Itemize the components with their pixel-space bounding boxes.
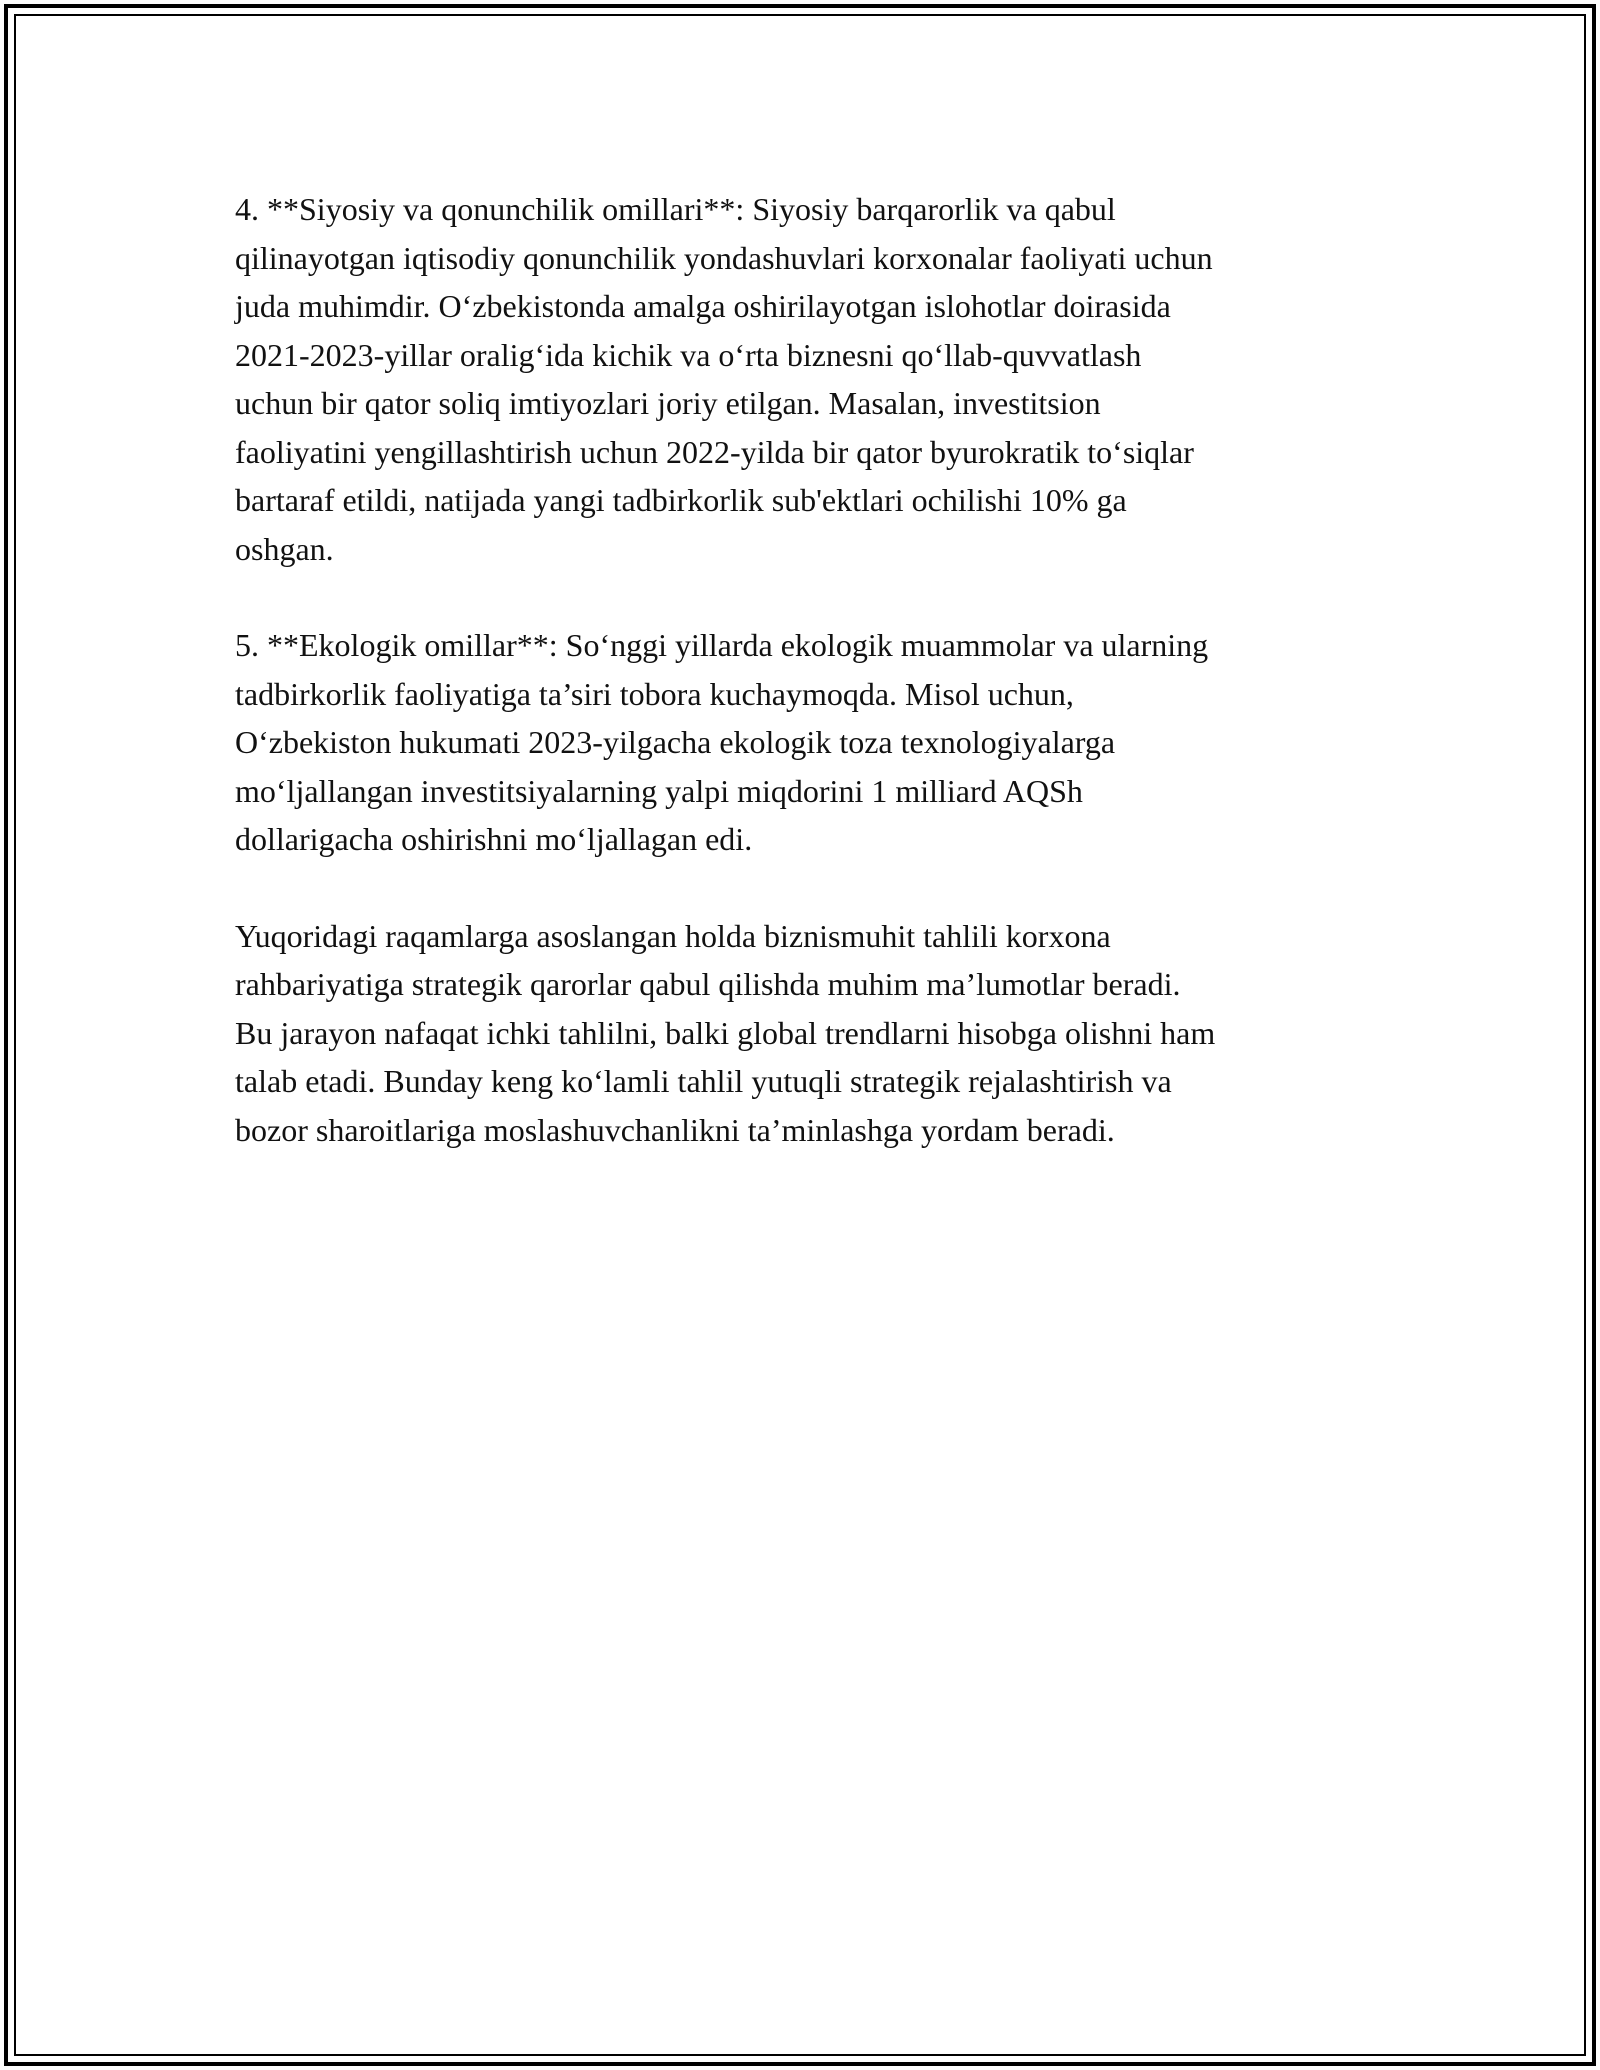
paragraph-conclusion [235,912,1375,1155]
text-line: 4. **Siyosiy va qonunchilik omillari**: Siyosiy barqarorlik va qabul [235,191,1116,227]
paragraph-ecological-factors [235,621,1375,864]
text-line: uchun bir qator soliq imtiyozlari joriy etilgan. Masalan, investitsion [235,385,1101,421]
text-line: faoliyatini yengillashtirish uchun 2022-yilda bir qator byurokratik to‘siqlar [235,433,1194,470]
text-line: Yuqoridagi raqamlarga asoslangan holda biznismuhit tahlili korxona [235,917,1111,954]
text-line: bozor sharoitlariga moslashuvchanlikni ta’minlashga yordam beradi. [235,1111,1115,1148]
text-line: talab etadi. Bunday keng ko‘lamli tahlil yutuqli strategik rejalashtirish va [235,1063,1172,1099]
text-line: rahbariyatiga strategik qarorlar qabul qilishda muhim ma’lumotlar beradi. [235,966,1181,1002]
text-line: oshgan. [235,530,334,567]
text-line: dollarigacha oshirishni mo‘ljallagan edi. [235,821,753,857]
text-line: 2021-2023-yillar oralig‘ida kichik va o‘rta biznesni qo‘llab-quvvatlash [235,336,1142,373]
text-line: Bu jarayon nafaqat ichki tahlilni, balki global trendlarni hisobga olishni ham [235,1014,1216,1051]
paragraph-political-factors [235,185,1375,573]
text-line: bartaraf etildi, natijada yangi tadbirkorlik sub'ektlari ochilishi 10% ga [235,482,1127,518]
text-line: 5. **Ekologik omillar**: So‘nggi yillarda ekologik muammolar va ularning [235,627,1209,663]
text-line: tadbirkorlik faoliyatiga ta’siri tobora kuchaymoqda. Misol uchun, [235,675,1074,712]
text-line: qilinayotgan iqtisodiy qonunchilik yondashuvlari korxonalar faoliyati uchun [235,239,1213,276]
text-line: O‘zbekiston hukumati 2023-yilgacha ekologik toza texnologiyalarga [235,724,1116,760]
text-line: juda muhimdir. O‘zbekistonda amalga oshirilayotgan islohotlar doirasida [235,288,1171,324]
document-page [235,185,1375,1202]
text-line: mo‘ljallangan investitsiyalarning yalpi miqdorini 1 milliard AQSh [235,772,1083,809]
